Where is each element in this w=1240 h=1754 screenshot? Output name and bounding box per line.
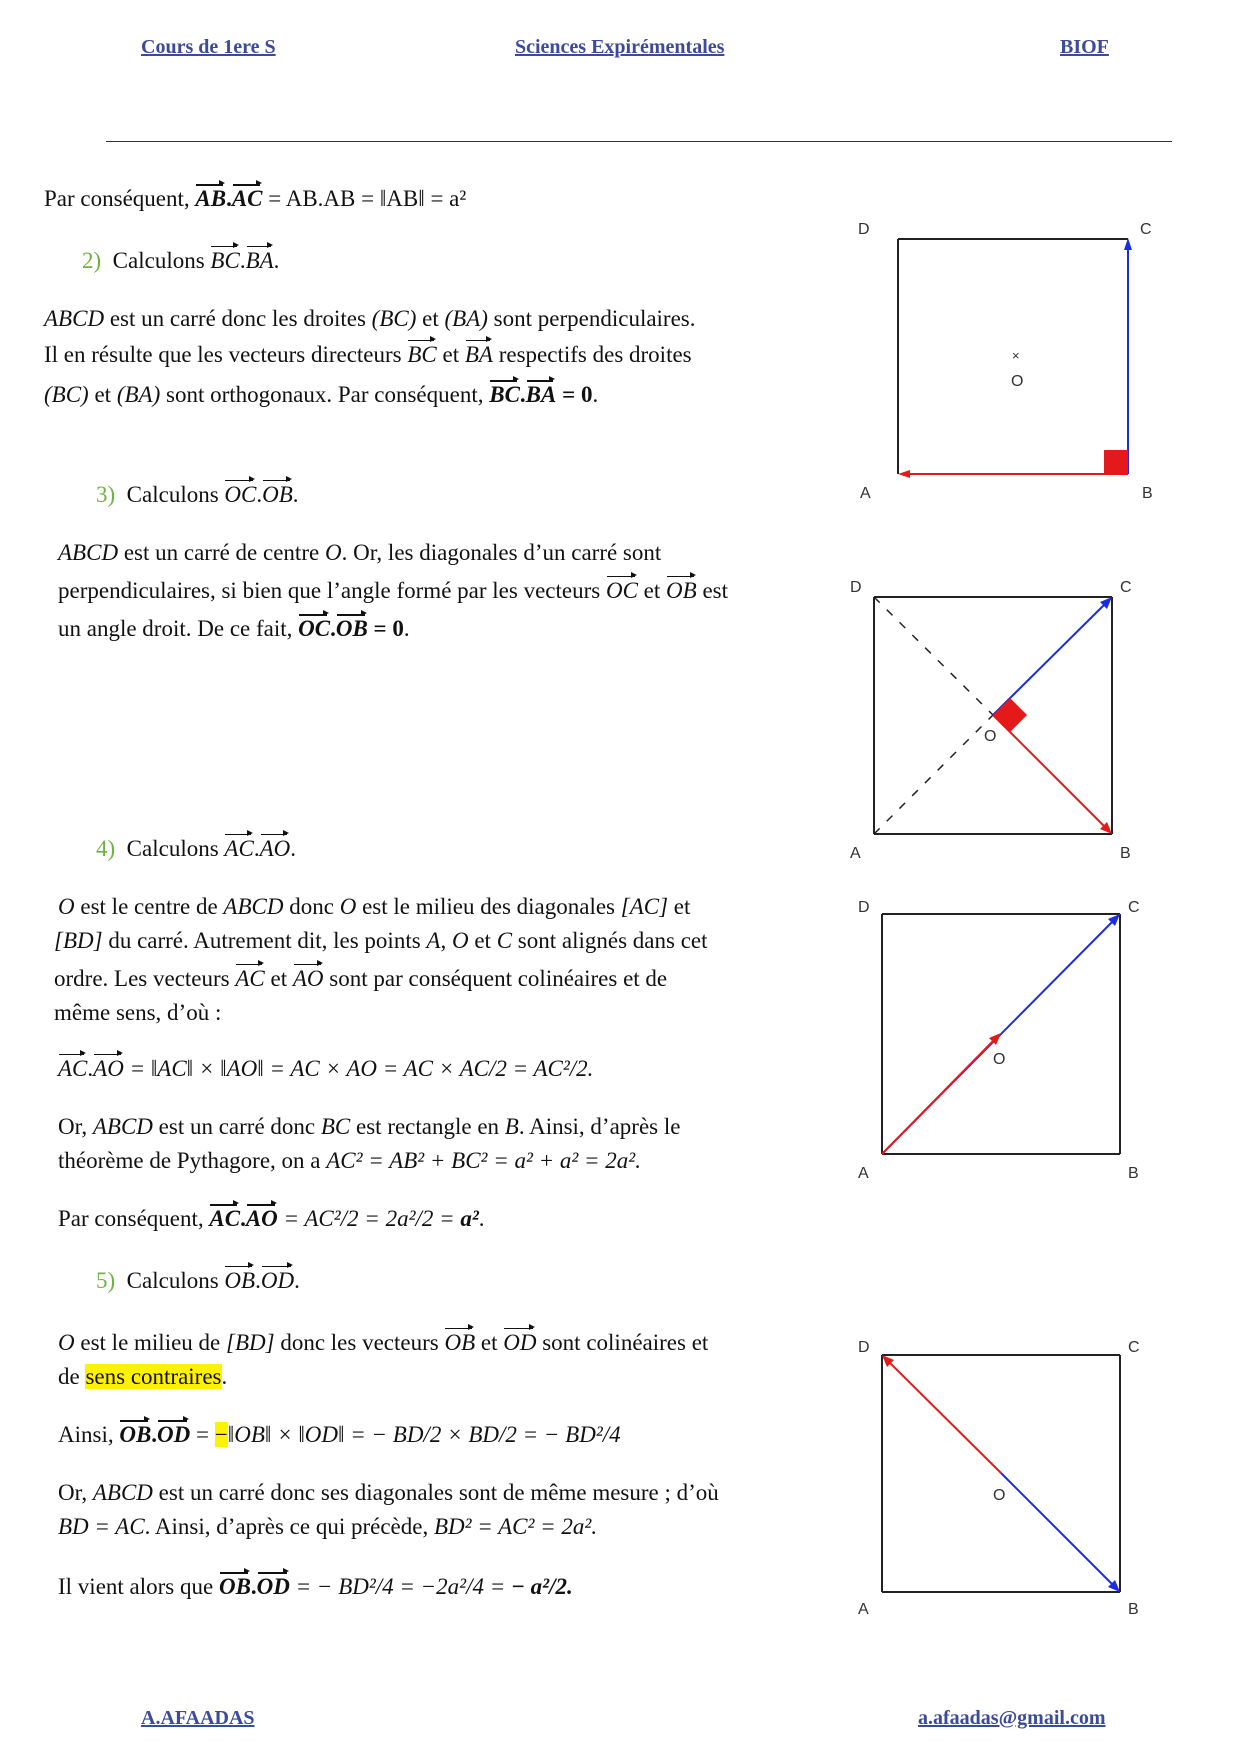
header-course[interactable]: Cours de 1ere S	[141, 36, 276, 58]
p3-heading: 3) Calculons OC.OB.	[96, 478, 299, 512]
label-c: C	[1140, 221, 1152, 238]
p4-line3: ordre. Les vecteurs AC et AO sont par conséquent colinéaires et de	[54, 962, 667, 996]
p3-line2: perpendiculaires, si bien que l’angle formé par les vecteurs OC et OB est	[58, 574, 728, 608]
p1-conclusion: Par conséquent, AB.AC = AB.AB = ‖AB‖ = a²	[44, 182, 466, 216]
p5-line2: de sens contraires.	[58, 1364, 228, 1389]
figure-square-bc-ba	[860, 210, 1160, 510]
svg-text:O: O	[984, 728, 997, 745]
svg-text:A: A	[858, 1601, 869, 1618]
svg-text:D: D	[858, 1339, 870, 1356]
svg-text:C: C	[1128, 899, 1140, 916]
svg-text:D: D	[858, 899, 870, 916]
vector-ao	[882, 1037, 997, 1154]
svg-text:O: O	[993, 1051, 1006, 1068]
vector-od	[888, 1361, 1001, 1473]
header-subject[interactable]: Sciences Expirémentales	[515, 36, 725, 58]
p2-line2: Il en résulte que les vecteurs directeurs BC et BA respectifs des droites	[44, 338, 692, 372]
p4-line1: O est le centre de ABCD donc O est le milieu des diagonales [AC] et	[58, 894, 691, 919]
label-a: A	[860, 485, 871, 502]
label-d: D	[858, 221, 870, 238]
p5-line1: O est le milieu de [BD] donc les vecteurs OB et OD sont colinéaires et	[58, 1326, 708, 1360]
svg-text:D: D	[850, 579, 862, 596]
label-o: O	[1011, 373, 1024, 390]
label-b: B	[1142, 485, 1153, 502]
p2-line3: (BC) et (BA) sont orthogonaux. Par conséquent, BC.BA = 0.	[44, 378, 598, 412]
header-section[interactable]: BIOF	[1060, 36, 1109, 58]
vector-ob-2	[1001, 1473, 1114, 1586]
p4-conclusion: Par conséquent, AC.AO = AC²/2 = 2a²/2 = a².	[58, 1202, 485, 1236]
p5-conclusion: Il vient alors que OB.OD = − BD²/4 = −2a²/4 = − a²/2.	[58, 1570, 573, 1604]
p5-line3: Or, ABCD est un carré donc ses diagonales sont de même mesure ; d’où	[58, 1480, 719, 1505]
p2-line1: ABCD est un carré donc les droites (BC) et (BA) sont perpendiculaires.	[44, 306, 696, 331]
p4-line2: [BD] du carré. Autrement dit, les points A, O et C sont alignés dans cet	[54, 928, 708, 953]
svg-text:B: B	[1128, 1165, 1139, 1182]
figure-square-ac-ao	[850, 890, 1160, 1180]
right-angle-marker	[1104, 450, 1128, 474]
svg-text:B: B	[1120, 845, 1131, 862]
svg-text:×: ×	[1012, 348, 1020, 363]
footer-email[interactable]: a.afaadas@gmail.com	[918, 1707, 1106, 1729]
right-angle-marker-2	[993, 698, 1027, 732]
p2-heading: 2) Calculons BC.BA.	[82, 244, 279, 278]
p5-line4: BD = AC. Ainsi, d’après ce qui précède, BD² = AC² = 2a².	[58, 1514, 598, 1539]
p4-equation: AC.AO = ‖AC‖ × ‖AO‖ = AC × AO = AC × AC/2 = AC²/2.	[58, 1052, 593, 1086]
p3-line3: un angle droit. De ce fait, OC.OB = 0.	[58, 612, 410, 646]
figure-square-ob-od	[850, 1330, 1160, 1620]
svg-text:A: A	[858, 1165, 869, 1182]
svg-text:B: B	[1128, 1601, 1139, 1618]
p4-line4: même sens, d’où :	[54, 1000, 222, 1025]
svg-text:C: C	[1120, 579, 1132, 596]
p4-line6: théorème de Pythagore, on a AC² = AB² + BC² = a² + a² = 2a².	[58, 1148, 641, 1173]
p4-heading: 4) Calculons AC.AO.	[96, 832, 296, 866]
p3-line1: ABCD est un carré de centre O. Or, les diagonales d’un carré sont	[58, 540, 662, 565]
figure-square-diagonals	[850, 570, 1160, 870]
p5-heading: 5) Calculons OB.OD.	[96, 1264, 300, 1298]
footer-author[interactable]: A.AFAADAS	[141, 1707, 255, 1729]
p5-equation: Ainsi, OB.OD = −‖OB‖ × ‖OD‖ = − BD/2 × BD/2 = − BD²/4	[58, 1418, 621, 1452]
header-rule	[106, 141, 1172, 142]
svg-text:A: A	[850, 845, 861, 862]
svg-text:O: O	[993, 1487, 1006, 1504]
p4-line5: Or, ABCD est un carré donc BC est rectangle en B. Ainsi, d’après le	[58, 1114, 681, 1139]
svg-text:C: C	[1128, 1339, 1140, 1356]
